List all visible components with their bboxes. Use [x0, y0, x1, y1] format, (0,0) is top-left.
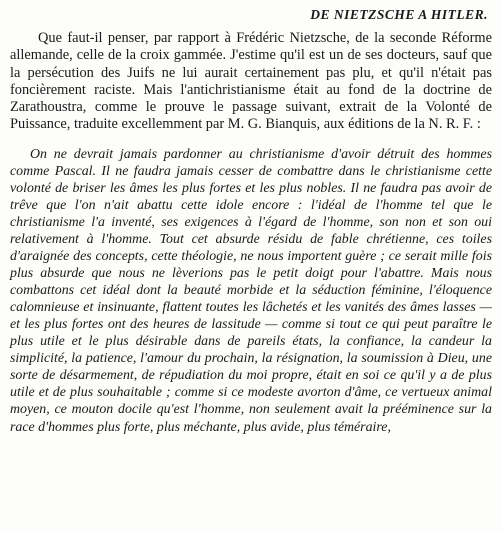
- quote-paragraph: On ne devrait jamais pardonner au christianisme d'avoir détruit des hommes comme Pascal. Il ne faudra jamais cesser de combattre dans le christianisme cette volonté de briser les âmes les plus fortes et les plus nobles. Il ne faudra pas avoir de trêve que l'on n'ait abattu cette idole encore : l'idéal de l'homme tel que le christianisme l'a inventé, ses exigences à l'égard de l'homme, son non et son oui relativement à l'homme. Tout cet absurde résidu de fable chrétienne, ces toiles d'araignée des concepts, cette théologie, ne nous importent guère ; ce serait mille fois plus absurde que nous ne lèverions pas le petit doigt pour l'abattre. Mais nous combattons cet idéal dont la beauté morbide et la séduction féminine, l'éloquence calomnieuse et insinuante, flattent toutes les lâchetés et les vanités des âmes lasses — et les plus fortes ont des heures de lassitude — comme si tout ce qui peut paraître le plus utile et le plus désirable dans de pareils états, la confiance, la candeur la simplicité, la patience, l'amour du prochain, la résignation, la soumission à Dieu, une sorte de désarmement, de répudiation du moi propre, était en soi ce qu'il y a de plus utile et de plus souhaitable ; comme si ce modeste avorton d'âme, ce vertueux animal moyen, ce mouton docile qu'est l'homme, non seulement avait la prééminence sur la race d'hommes plus forte, plus méchante, plus avide, plus téméraire,: [10, 146, 492, 435]
- intro-paragraph: Que faut-il penser, par rapport à Frédéric Nietzsche, de la seconde Réforme allemande, celle de la croix gammée. J'estime qu'il est un de ses docteurs, sauf que la persécution des Juifs ne lui aurait certainement pas plu, et qu'il n'était pas foncièrement raciste. Mais l'antichristianisme était au fond de la doctrine de Zarathoustra, comme le prouve le passage suivant, extrait de la Volonté de Puissance, traduite excellemment par M. G. Bianquis, aux éditions de la N. R. F. :: [10, 30, 492, 133]
- running-header: DE NIETZSCHE A HITLER.: [310, 7, 488, 22]
